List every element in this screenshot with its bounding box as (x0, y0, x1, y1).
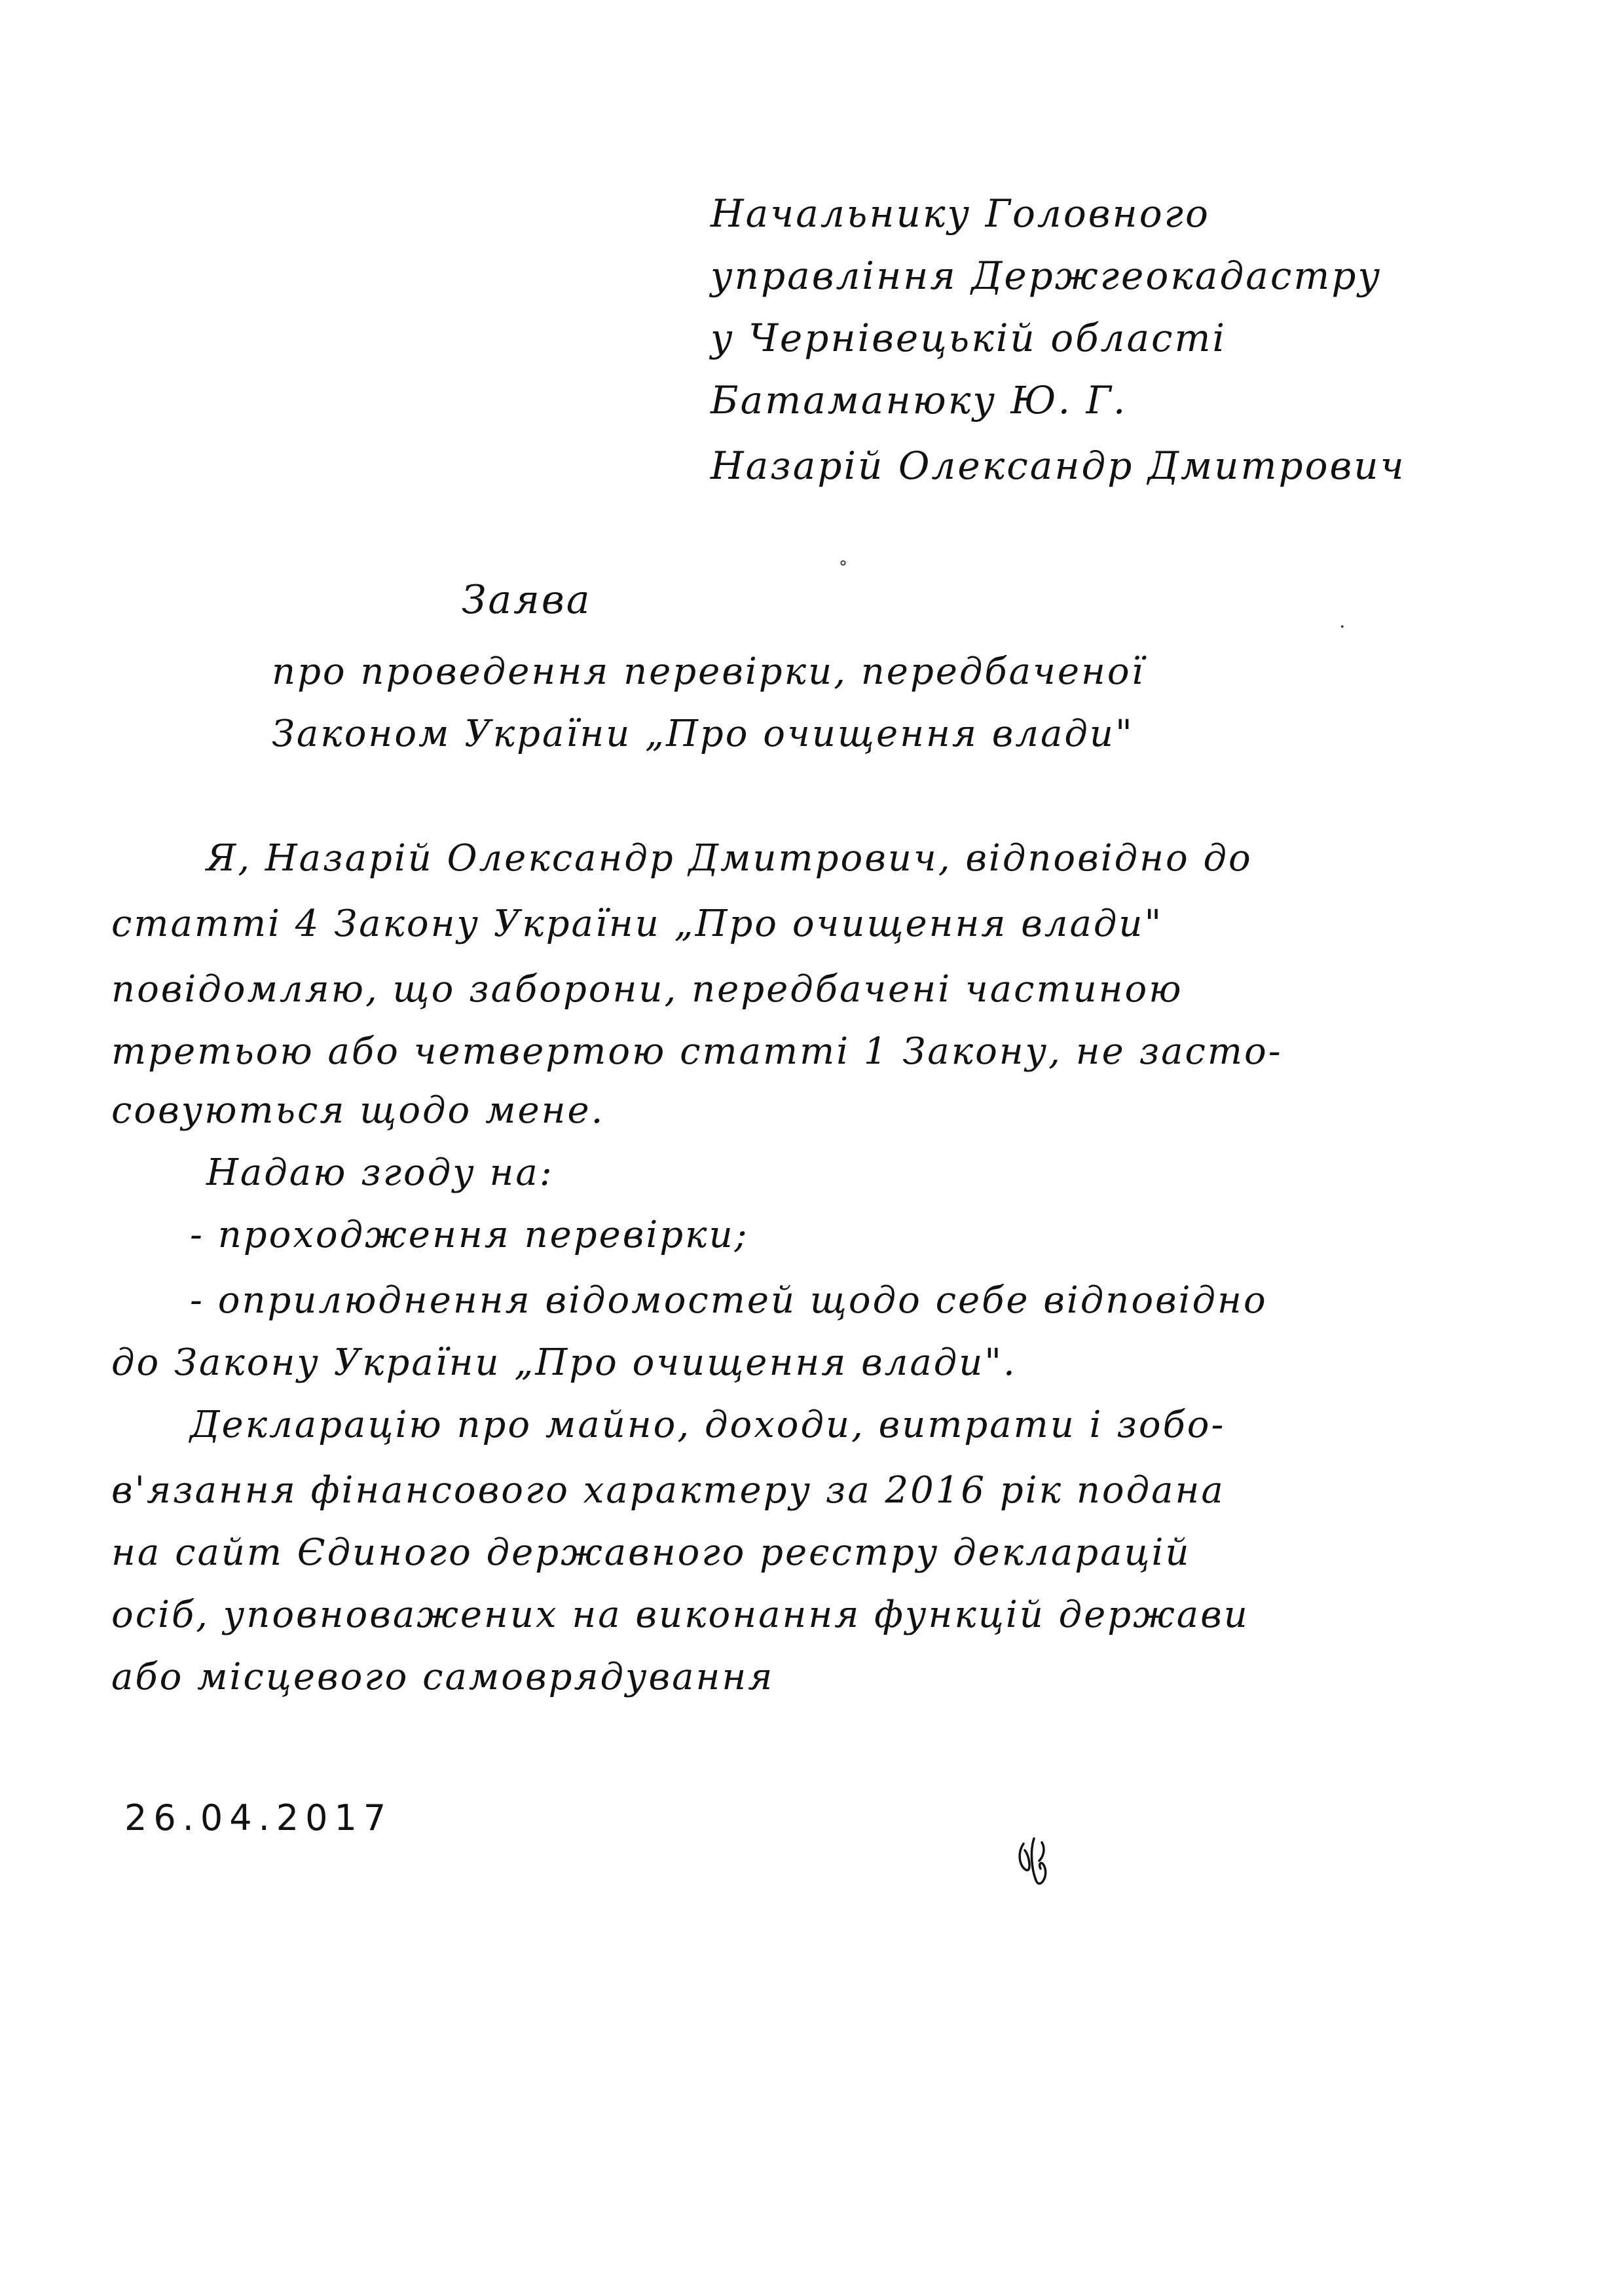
body-line: третьою або четвертою статті 1 Закону, не засто- (111, 1030, 1283, 1073)
document-date: 26.04.2017 (124, 1797, 393, 1838)
body-line: до Закону України „Про очищення влади". (111, 1341, 1017, 1384)
body-line: в'язання фінансового характеру за 2016 рік подана (111, 1469, 1225, 1512)
body-line: або місцевого самоврядування (111, 1656, 775, 1698)
document-subject-line: Законом України „Про очищення влади" (272, 713, 1134, 755)
body-line: повідомляю, що заборони, передбачені частиною (111, 968, 1183, 1011)
document-title: Заява (462, 577, 592, 623)
addressee-line: Батаманюку Ю. Г. (710, 378, 1128, 422)
ink-speck: · (1339, 616, 1346, 639)
document-subject-line: про проведення перевірки, передбаченої (272, 650, 1145, 693)
body-line: Декларацію про майно, доходи, витрати і зобо- (190, 1404, 1226, 1446)
body-line: на сайт Єдиного державного реєстру декларацій (111, 1531, 1191, 1574)
addressee-line: управління Держгеокадастру (710, 253, 1382, 298)
body-line: осіб, уповноважених на виконання функцій держави (111, 1594, 1249, 1636)
body-line: совуються щодо мене. (111, 1089, 605, 1132)
ink-speck: ˚ (838, 560, 848, 583)
addressee-line: Назарій Олександр Дмитрович (710, 443, 1406, 488)
body-line: Я, Назарій Олександр Дмитрович, відповідно до (206, 837, 1253, 880)
body-line: статті 4 Закону України „Про очищення влади" (111, 903, 1164, 945)
signature-mark (1012, 1831, 1058, 1890)
addressee-line: Начальнику Головного (710, 191, 1210, 236)
body-line: - проходження перевірки; (190, 1214, 749, 1256)
body-line: Надаю згоду на: (206, 1151, 554, 1194)
addressee-line: у Чернівецькій області (710, 316, 1227, 360)
body-line: - оприлюднення відомостей щодо себе відповідно (190, 1279, 1268, 1322)
